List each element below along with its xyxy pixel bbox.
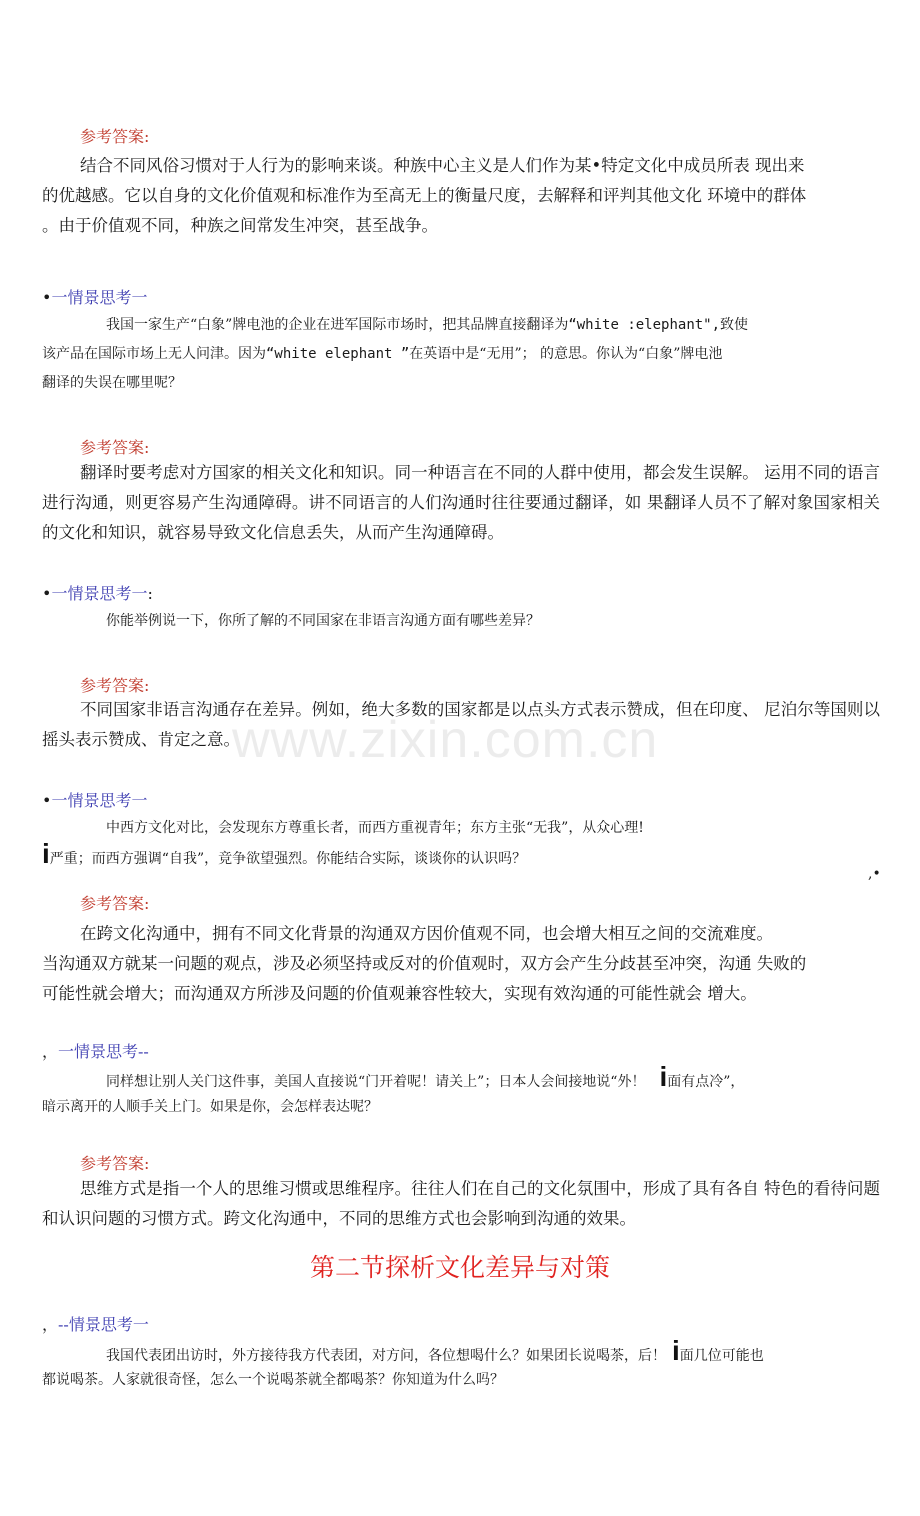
scenario-bullet: • [42,584,52,603]
scenario-5-line-1-rest: 面有点冷”， [667,1074,745,1090]
scenario-4-line-2 [42,838,527,869]
answer-5-text: 思维方式是指一个人的思维习惯或思维程序。往往人们在自己的文化氛围中，形成了具有各自 特色的看待问题和认识问题的习惯方式。跨文化沟通中，不同的思维方式也会影响到沟通的效果。 [42,1179,880,1228]
scenario-5-line-1-text: 同样想让别人关门这件事，美国人直接说“门开着呢！请关上”；日本人会间接地说“外！ [106,1074,646,1090]
scenario-heading-6 [42,1312,149,1335]
scenario-bullet: • [42,288,52,307]
scenario-2-line-1-text: 我国一家生产“白象”牌电池的企业在进军国际市场时，把其品牌直接翻译为 [106,317,569,333]
scenario-heading-text: 一情景思考一 [51,288,148,307]
answer-3-text: 不同国家非语言沟通存在差异。例如，绝大多数的国家都是以点头方式表示赞成，但在印度、 尼泊尔等国则以摇头表示赞成、肯定之意。 [42,700,880,749]
answer-label-5: 参考答案: [80,1154,150,1173]
scenario-heading-text: 一情景思考-- [58,1042,149,1061]
scenario-heading-5 [42,1039,149,1062]
scenario-4-line-1: 中西方文化对比，会发现东方尊重长者，而西方重视青年；东方主张“无我”，从众心理! [106,820,644,836]
scenario-heading-4 [42,788,147,811]
answer-label-3: 参考答案: [80,676,150,695]
scenario-bullet: ， [42,1315,59,1334]
scenario-heading-text: 一情景思考一 [51,791,148,810]
scenario-3-line-1: 你能举例说一下，你所了解的不同国家在非语言沟通方面有哪些差异？ [106,613,540,629]
scenario-heading-text: 一情景思考一 [51,584,148,603]
scenario-6-line-2: 都说喝茶。人家就很奇怪，怎么一个说喝茶就全都喝茶？你知道为什么吗？ [42,1372,504,1388]
scenario-bullet: • [42,791,52,810]
scenario-2-line-3: 翻译的失误在哪里呢？ [42,375,182,391]
scenario-2-english-term: “white :elephant",致使 [568,317,749,333]
section-title: 第二节探析文化差异与对策 [309,1253,610,1282]
scenario-heading-2 [42,285,147,308]
answer-label-1: 参考答案: [80,127,150,146]
scenario-5-line-1 [106,1061,745,1092]
answer-2-text: 翻译时要考虑对方国家的相关文化和知识。同一种语言在不同的人群中使用，都会发生误解。 运用不同的语言进行沟通，则更容易产生沟通障碍。讲不同语言的人们沟通时往往要通过翻译，如 果翻译人员不了解对象国家相关的文化和知识，就容易导致文化信息丢失，从而产生沟通障碍。 [42,463,880,542]
scenario-6-line-1-rest: 面几位可能也 [679,1348,764,1364]
stray-mark: ,• [868,866,881,882]
scenario-bullet: ， [42,1042,59,1061]
answer-label-4: 参考答案: [80,894,150,913]
answer-label-2: 参考答案: [80,438,150,457]
answer-4-line-1: 在跨文化沟通中，拥有不同文化背景的沟通双方因价值观不同，也会增大相互之间的交流难度。 [80,924,773,943]
answer-1-line-3: 。由于价值观不同，种族之间常发生冲突，甚至战争。 [42,216,438,235]
stray-i-glyph: i [659,1061,668,1092]
stray-i-glyph: i [42,838,50,869]
answer-1-line-1: 结合不同风俗习惯对于人行为的影响来谈。种族中心主义是人们作为某•特定文化中成员所表 现出来 [80,156,805,175]
scenario-heading-3 [42,581,153,604]
scenario-6-line-1-text: 我国代表团出访时，外方接待我方代表团，对方问，各位想喝什么？如果团长说喝茶，后！ [106,1348,666,1364]
scenario-2-line-2-rest: 在英语中是“无用”； 的意思。你认为“白象”牌电池 [409,346,723,362]
scenario-2-line-2-text: 该产品在国际市场上无人问津。因为 [42,346,266,362]
scenario-2-line-1 [106,314,748,334]
answer-1-line-2: 的优越感。它以自身的文化价值观和标准作为至高无上的衡量尺度，去解释和评判其他文化 环境中的群体 [42,186,807,205]
answer-4-line-2: 当沟通双方就某一问题的观点，涉及必须坚持或反对的价值观时，双方会产生分歧甚至冲突，沟通 失败的 [42,954,807,973]
answer-4-line-3: 可能性就会增大；而沟通双方所涉及问题的价值观兼容性较大，实现有效沟通的可能性就会 增大。 [42,984,757,1003]
scenario-2-line-2 [42,343,722,363]
scenario-5-line-2: 暗示离开的人顺手关上门。如果是你，会怎样表达呢？ [42,1099,378,1115]
stray-i-glyph: i [672,1335,680,1366]
scenario-4-line-2-text: 严重；而西方强调“自我”，竞争欲望强烈。你能结合实际，谈谈你的认识吗？ [49,851,527,867]
scenario-2-english-term-2: “white elephant ” [266,346,410,362]
scenario-heading-text: --情景思考一 [58,1315,149,1334]
scenario-6-line-1 [106,1335,764,1366]
watermark: www.zixin.com.cn [232,711,659,769]
scenario-heading-colon: : [147,584,153,603]
